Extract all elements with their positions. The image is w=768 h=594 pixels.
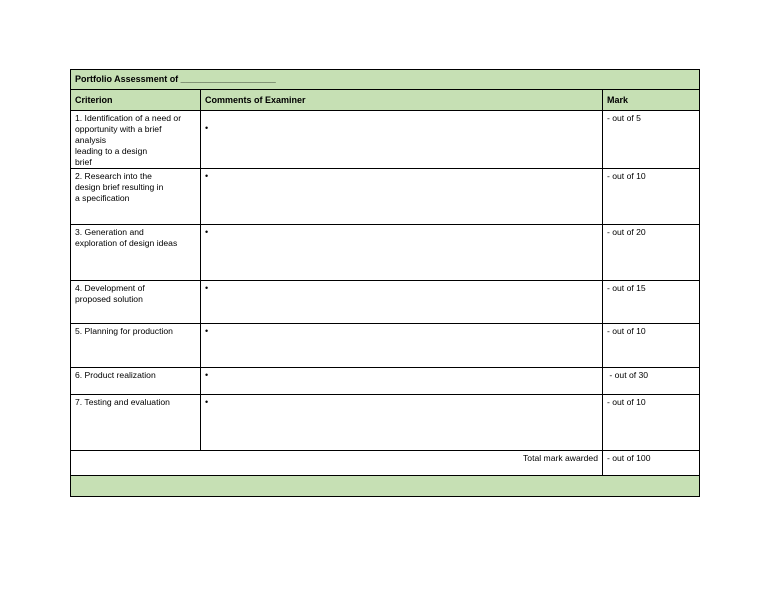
comment-field-7[interactable] <box>201 395 603 451</box>
table-row <box>71 111 700 169</box>
criterion-7: 7. Testing and evaluation <box>71 395 201 451</box>
table-row <box>71 324 700 368</box>
bullet-icon: • <box>205 326 209 336</box>
mark-3: - out of 20 <box>603 225 700 281</box>
comments-header: Comments of Examiner <box>201 90 603 111</box>
mark-header: Mark <box>603 90 700 111</box>
bullet-icon: • <box>205 171 209 181</box>
bullet-icon: • <box>205 397 209 407</box>
comment-field-2[interactable] <box>201 169 603 225</box>
criterion-3: 3. Generation and exploration of design ideas <box>71 225 201 281</box>
comment-field-3[interactable] <box>201 225 603 281</box>
mark-7: - out of 10 <box>603 395 700 451</box>
total-mark: - out of 100 <box>603 451 700 476</box>
table-row <box>71 368 700 395</box>
mark-2: - out of 10 <box>603 169 700 225</box>
comment-field-6[interactable] <box>201 368 603 395</box>
mark-6: - out of 30 <box>603 368 700 395</box>
criterion-header: Criterion <box>71 90 201 111</box>
bullet-icon: • <box>205 370 209 380</box>
header-row <box>71 90 700 111</box>
bullet-icon: • <box>205 123 209 133</box>
criterion-2: 2. Research into the design brief resulting in a specification <box>71 169 201 225</box>
assessment-sheet <box>70 69 699 497</box>
bullet-icon: • <box>205 227 209 237</box>
criterion-4: 4. Development of proposed solution <box>71 281 201 324</box>
total-label: Total mark awarded <box>71 451 603 476</box>
comment-field-1[interactable] <box>201 111 603 169</box>
criterion-1: 1. Identification of a need or opportunity with a brief analysis leading to a design brief <box>71 111 201 169</box>
footer-band <box>71 476 700 497</box>
table-row <box>71 395 700 451</box>
bullet-icon: • <box>205 283 209 293</box>
mark-4: - out of 15 <box>603 281 700 324</box>
assessment-table <box>70 69 700 497</box>
table-row <box>71 225 700 281</box>
mark-5: - out of 10 <box>603 324 700 368</box>
table-row <box>71 281 700 324</box>
comment-field-5[interactable] <box>201 324 603 368</box>
table-row <box>71 169 700 225</box>
total-row <box>71 451 700 476</box>
comment-field-4[interactable] <box>201 281 603 324</box>
mark-1: - out of 5 <box>603 111 700 169</box>
criterion-5: 5. Planning for production <box>71 324 201 368</box>
table-title: Portfolio Assessment of ___________________ <box>71 70 700 90</box>
criterion-6: 6. Product realization <box>71 368 201 395</box>
